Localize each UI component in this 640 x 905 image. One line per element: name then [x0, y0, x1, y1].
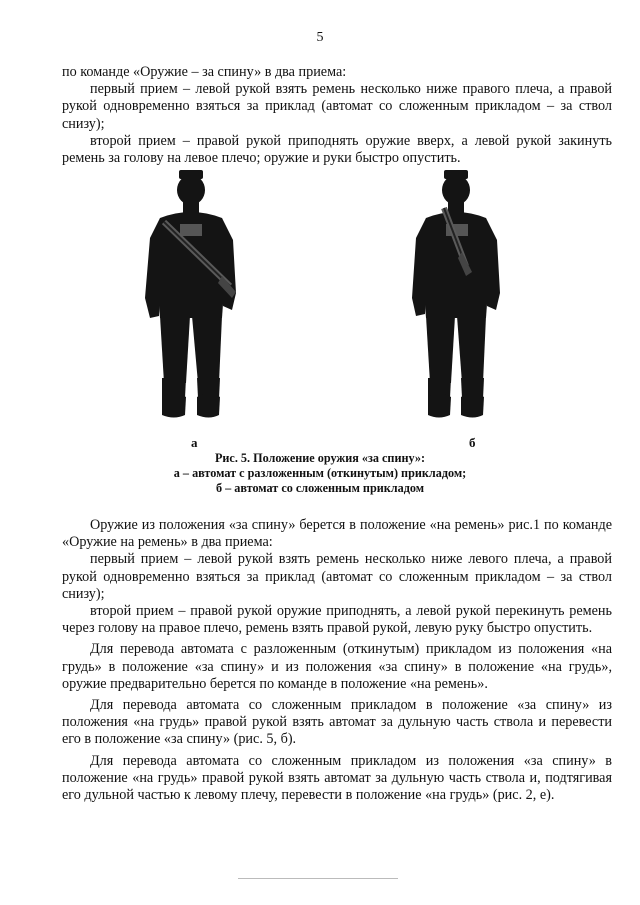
- paragraph: первый прием – левой рукой взять ремень несколько ниже правого плеча, а правой рукой одновременно взяться за приклад (автомат со сложенным прикладом – за ствол снизу);: [62, 81, 612, 132]
- soldier-figure-a: [140, 168, 250, 430]
- figure-caption: [0, 451, 640, 496]
- paragraph: по команде «Оружие – за спину» в два приема:: [62, 64, 347, 80]
- caption-line-b: б – автомат со сложенным прикладом: [215, 481, 425, 495]
- caption-title: Рис. 5. Положение оружия «за спину»:: [214, 451, 426, 465]
- caption-line-a: а – автомат с разложенным (откинутым) прикладом;: [173, 466, 467, 480]
- paragraph: Для перевода автомата со сложенным прикладом из положения «за спину» в положение «на грудь» правой рукой взять автомат за дульную часть ствола и, подтягивая его дульной частью к левому плечу, перевести в положение «на грудь» (рис. 2, е).: [62, 752, 612, 804]
- paragraph: первый прием – левой рукой взять ремень несколько ниже левого плеча, а правой рукой одновременно взяться за приклад (автомат со сложенным прикладом – за ствол снизу);: [62, 551, 612, 602]
- paragraph: Оружие из положения «за спину» берется в положение «на ремень» рис.1 по команде «Оружие на ремень» в два приема:: [62, 517, 612, 551]
- text-block-top: [62, 64, 612, 167]
- footer-divider: [238, 878, 398, 879]
- figure-label-b: б: [469, 435, 476, 450]
- paragraph: второй прием – правой рукой оружие приподнять, а левой рукой перекинуть ремень через голову на правое плечо, ремень взять правой рукой, левую руку быстро опустить.: [62, 603, 612, 637]
- figure-label-a: а: [191, 435, 198, 450]
- text-block-bottom: [62, 517, 612, 804]
- page-number: 5: [316, 30, 324, 45]
- paragraph: Для перевода автомата со сложенным прикладом в положение «за спину» из положения «на грудь» правой рукой взять автомат за дульную часть ствола и перевести его в положение «за спину» (рис. 5, б).: [62, 697, 612, 748]
- paragraph: второй прием – правой рукой приподнять оружие вверх, а левой рукой закинуть ремень за голову на левое плечо; оружие и руки быстро опустить.: [62, 132, 612, 167]
- paragraph: Для перевода автомата с разложенным (откинутым) прикладом из положения «на грудь» в положение «за спину» и из положения «за спину» в положение «на грудь», оружие предварительно берется по команде в положение «на ремень».: [62, 641, 612, 692]
- soldier-figure-b: [408, 168, 518, 430]
